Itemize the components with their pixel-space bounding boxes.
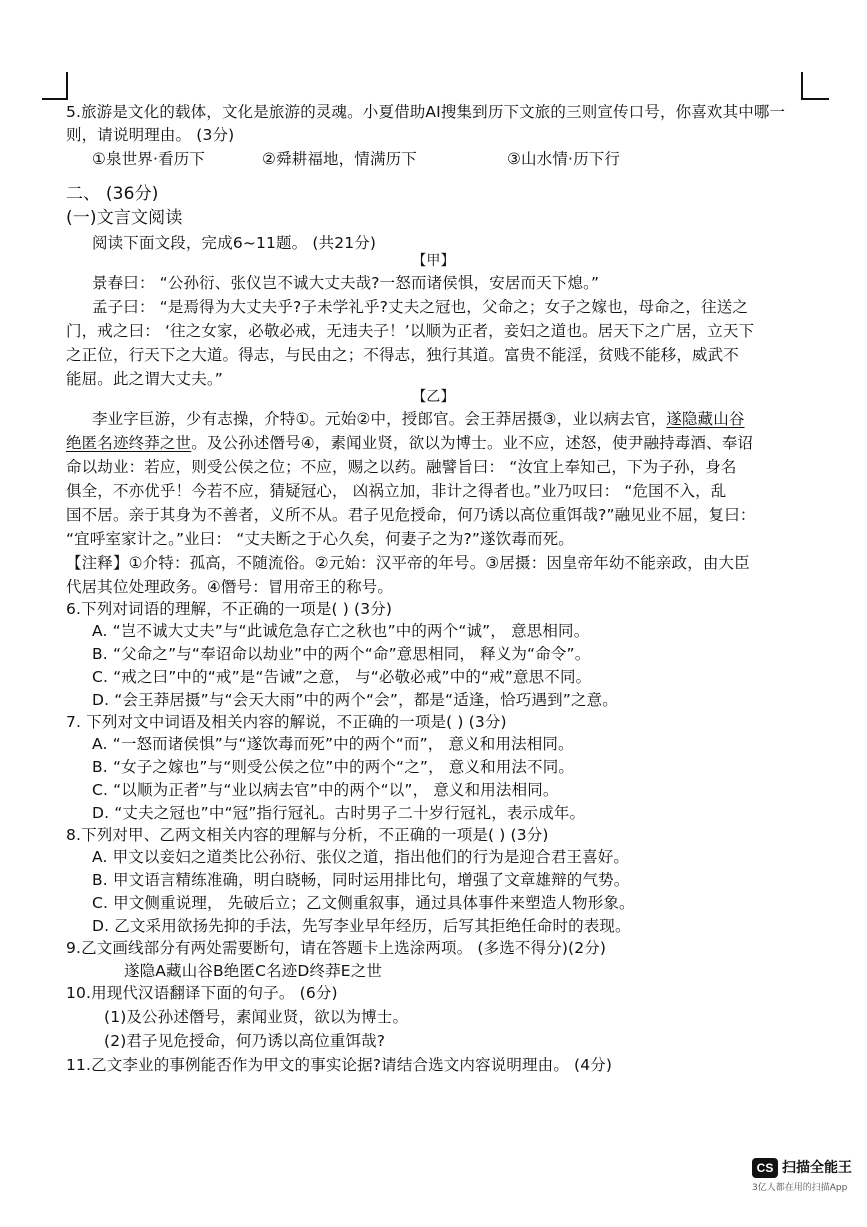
q10-sentence-1: (1)及公孙述僭号，素闻业贤，欲以为博士。	[104, 1008, 409, 1026]
q6-option-d: D. “会王莽居摄”与“会天大雨”中的两个“会”，都是“适逢，恰巧遇到”之意。	[92, 691, 618, 709]
underlined-segment-1: 遂隐藏山谷	[666, 410, 745, 428]
passage-yi-line2-text: 。及公孙述僭号④，素闻业贤，欲以为博士。业不应，述怒，使尹融持毒酒、奉诏	[191, 434, 754, 452]
crop-mark-right-vertical	[801, 72, 803, 100]
passage-jia-label: 【甲】	[412, 253, 455, 269]
passage-yi-line: “宜呼室家计之。”业曰： “丈夫断之于心久矣，何妻子之为?”遂饮毒而死。	[66, 530, 574, 548]
section-a-title: (一)文言文阅读	[66, 208, 183, 228]
q6-option-c: C. “戒之曰”中的“戒”是“告诫”之意， 与“必敬必戒”中的“戒”意思不同。	[92, 668, 592, 686]
camscanner-logo: CS	[752, 1158, 778, 1178]
camscanner-tagline: 3亿人都在用的扫描App	[752, 1183, 848, 1193]
q8-stem: 8.下列对甲、乙两文相关内容的理解与分析，不正确的一项是( ) (3分)	[66, 826, 549, 844]
q5-line1: 5.旅游是文化的载体，文化是旅游的灵魂。小夏借助AI搜集到历下文旅的三则宣传口号，你喜欢其中哪一	[66, 103, 786, 121]
q11-stem: 11.乙文李业的事例能否作为甲文的事实论据?请结合选文内容说明理由。 (4分)	[66, 1056, 613, 1074]
section-2-title: 二、 (36分)	[66, 184, 159, 204]
q7-option-d: D. “丈夫之冠也”中“冠”指行冠礼。古时男子二十岁行冠礼，表示成年。	[92, 804, 586, 822]
q6-option-a: A. “岂不诚大丈夫”与“此诚危急存亡之秋也”中的两个“诚”， 意思相同。	[92, 622, 590, 640]
q8-option-b: B. 甲文语言精练准确，明白晓畅，同时运用排比句，增强了文章雄辩的气势。	[92, 871, 630, 889]
passage-yi-line2	[66, 432, 753, 454]
passage-jia-line: 能屈。此之谓大丈夫。”	[66, 370, 223, 388]
q6-stem: 6.下列对词语的理解，不正确的一项是( ) (3分)	[66, 600, 393, 618]
q8-option-a: A. 甲文以妾妇之道类比公孙衍、张仪之道，指出他们的行为是迎合君王喜好。	[92, 848, 630, 866]
passage-jia-line: 景春曰： “公孙衍、张仪岂不诚大丈夫哉?一怒而诸侯惧，安居而天下熄。”	[92, 274, 600, 292]
passage-jia-line: 门，戒之曰： ‘往之女家，必敬必戒，无违夫子！’以顺为正者，妾妇之道也。居天下之广居，立天下	[66, 322, 755, 340]
notes-line2: 代居其位处理政务。④僭号：冒用帝王的称号。	[66, 578, 394, 596]
q7-option-b: B. “女子之嫁也”与“则受公侯之位”中的两个“之”， 意义和用法不同。	[92, 758, 574, 776]
crop-mark-left-vertical	[66, 72, 68, 100]
crop-mark-left-horizontal	[42, 98, 68, 100]
passage-jia-line: 孟子曰： “是焉得为大丈夫乎?子未学礼乎?丈夫之冠也，父命之；女子之嫁也，母命之，往送之	[92, 298, 749, 316]
notes-line1: 【注释】①介特：孤高，不随流俗。②元始：汉平帝的年号。③居摄：因皇帝年幼不能亲政，由大臣	[66, 554, 750, 572]
q5-line2: 则，请说明理由。 (3分)	[66, 126, 235, 144]
q5-option-3: ③山水情·历下行	[507, 150, 621, 168]
passage-yi-line1	[92, 408, 745, 430]
q5-option-1: ①泉世界·看历下	[92, 150, 206, 168]
q8-option-c: C. 甲文侧重说理， 先破后立；乙文侧重叙事，通过具体事件来塑造人物形象。	[92, 894, 635, 912]
passage-yi-line1-text: 李业字巨游，少有志操，介特①。元始②中，授郎官。会王莽居摄③，业以病去官，	[92, 410, 667, 428]
q9-sentence: 遂隐A藏山谷B绝匿C名迹D终莽E之世	[124, 962, 382, 980]
passage-jia-line: 之正位，行天下之大道。得志，与民由之；不得志，独行其道。富贵不能淫，贫贱不能移，威武不	[66, 346, 739, 364]
passage-yi-line: 俱全，不亦优乎！今若不应，猜疑冠心， 凶祸立加，非计之得者也。”业乃叹曰： “危国不入，乱	[66, 482, 727, 500]
q8-option-d: D. 乙文采用欲扬先抑的手法，先写李业早年经历，后写其拒绝任命时的表现。	[92, 917, 631, 935]
passage-yi-line: 国不居。亲于其身为不善者，义所不从。君子见危授命，何乃诱以高位重饵哉?”融见业不屈，复曰：	[66, 506, 756, 524]
q7-option-c: C. “以顺为正者”与“业以病去官”中的两个“以”， 意义和用法相同。	[92, 781, 559, 799]
q7-stem: 7. 下列对文中词语及相关内容的解说，不正确的一项是( ) (3分)	[66, 713, 507, 731]
section-a-instruction: 阅读下面文段，完成6~11题。 (共21分)	[92, 234, 377, 252]
q9-stem: 9.乙文画线部分有两处需要断句，请在答题卡上选涂两项。 (多选不得分)(2分)	[66, 939, 607, 957]
passage-yi-label: 【乙】	[412, 389, 455, 405]
q7-option-a: A. “一怒而诸侯惧”与“遂饮毒而死”中的两个“而”， 意义和用法相同。	[92, 735, 574, 753]
q10-stem: 10.用现代汉语翻译下面的句子。 (6分)	[66, 984, 338, 1002]
underlined-segment-2: 绝匿名迹终莽之世	[66, 434, 192, 452]
q10-sentence-2: (2)君子见危授命，何乃诱以高位重饵哉?	[104, 1032, 386, 1050]
crop-mark-right-horizontal	[801, 98, 829, 100]
passage-yi-line: 命以劫业：若应，则受公侯之位；不应，赐之以药。融譬旨曰： “汝宜上奉知己，下为子孙，身名	[66, 458, 737, 476]
camscanner-name: 扫描全能王	[782, 1160, 852, 1176]
q6-option-b: B. “父命之”与“奉诏命以劫业”中的两个“命”意思相同， 释义为“命令”。	[92, 645, 591, 663]
q5-option-2: ②舜耕福地，情满历下	[262, 150, 417, 168]
